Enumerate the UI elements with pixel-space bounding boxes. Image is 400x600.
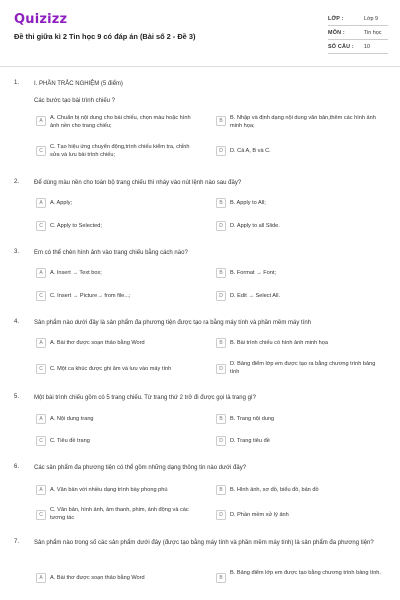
option-d-text: D. Trang tiêu đề [230,438,270,444]
option-d-letter[interactable]: D [216,364,226,374]
option-a-letter[interactable]: A [36,414,46,424]
question-number: 5. [14,394,20,400]
question-text: Để dùng màu nền cho toàn bộ trang chiếu thì nháy vào nút lệnh nào sau đây? [34,180,242,186]
option-d-letter[interactable]: D [216,436,226,446]
option-a-text: A. Chuẩn bị nội dung cho bài chiếu, chọn màu hoặc hình ảnh nền cho trang chiếu; [50,115,191,129]
option-a-text: A. Văn bản với nhiều dạng trình bày phong phú [50,487,168,493]
option-c-letter[interactable]: C [36,510,46,520]
meta-class-underline [328,25,388,26]
question-number: 4. [14,319,20,325]
option-b-letter[interactable]: B [216,198,226,208]
option-c-letter[interactable]: C [36,291,46,301]
option-a-letter[interactable]: A [36,268,46,278]
option-b-text: B. Bài trình chiếu có hình ảnh minh họa [230,340,328,346]
option-c-letter[interactable]: C [36,364,46,374]
section-heading: I. PHẦN TRẮC NGHIỆM (5 điểm) [34,81,123,87]
meta-subject-value: Tin học [364,30,382,36]
option-c-text: C. Apply to Selected; [50,223,102,229]
question-number: 2. [14,179,20,185]
worksheet-title: Đề thi giữa kì 2 Tin học 9 có đáp án (Bài số 2 - Đề 3) [14,32,196,41]
option-c-letter[interactable]: C [36,221,46,231]
option-a-letter[interactable]: A [36,573,46,583]
option-a-text: A. Nội dung trang [50,416,94,422]
question-text: Các bước tạo bài trình chiếu ? [34,98,115,104]
option-b-text: B. Hình ảnh, sơ đồ, biểu đồ, bản đồ [230,487,319,493]
question-text: Sản phẩm nào trong số các sản phẩm dưới đây (được tạo bằng máy tính và phần mềm máy tính) là sản phẩm đa phương tiện? [34,540,374,546]
option-a-text: A. Bài thơ được soạn thảo bằng Word [50,575,145,581]
meta-subject-underline [328,39,388,40]
meta-count-value: 10 [364,44,370,50]
option-b-letter[interactable]: B [216,338,226,348]
option-a-letter[interactable]: A [36,338,46,348]
question-number: 1. [14,80,20,86]
option-d-text: D. Edit → Select All. [230,293,281,299]
option-b-letter[interactable]: B [216,414,226,424]
option-c-letter[interactable]: C [36,146,46,156]
meta-class-label: LỚP : [328,16,344,22]
option-b-letter[interactable]: B [216,268,226,278]
option-c-text: C. Văn bản, hình ảnh, âm thanh, phim, ảnh động và các tương tác [50,507,189,521]
option-d-text: D. Bảng điểm lớp em được tạo ra bằng chương trình bảng tính [230,361,376,375]
question-text: Em có thể chèn hình ảnh vào trang chiếu bằng cách nào? [34,250,188,256]
meta-count-label: SỐ CÂU : [328,44,354,50]
option-b-text: B. Apply to All; [230,200,266,206]
question-text: Sản phẩm nào dưới đây là sản phẩm đa phương tiện được tạo ra bằng máy tính và phần mềm máy tính [34,320,312,326]
option-a-letter[interactable]: A [36,198,46,208]
option-a-text: A. Bài thơ được soạn thảo bằng Word [50,340,145,346]
question-text: Các sản phẩm đa phương tiện có thể gồm những dạng thông tin nào dưới đây? [34,465,247,471]
option-a-text: A. Insert → Text box; [50,270,102,276]
question-number: 6. [14,464,20,470]
meta-count-underline [328,53,388,54]
option-d-letter[interactable]: D [216,291,226,301]
header-divider [0,66,400,67]
option-b-letter[interactable]: B [216,116,226,126]
option-c-text: C. Một ca khúc được ghi âm và lưu vào máy tính [50,366,172,372]
option-d-letter[interactable]: D [216,221,226,231]
option-b-letter[interactable]: B [216,573,226,583]
option-b-letter[interactable]: B [216,485,226,495]
question-number: 3. [14,249,20,255]
option-b-text: B. Nhập và định dạng nội dung văn bản,thêm các hình ảnh minh họa; [230,115,376,129]
option-a-text: A. Apply; [50,200,73,206]
option-a-letter[interactable]: A [36,485,46,495]
option-d-text: D. Phần mềm xử lý ảnh [230,512,289,518]
option-b-text: B. Format → Font; [230,270,277,276]
question-text: Một bài trình chiếu gồm có 5 trang chiếu. Từ trang thứ 2 trở đi được gọi là trang gì? [34,395,256,401]
option-c-text: C. Tiêu đề trang [50,438,90,444]
option-d-text: D. Cả A, B và C. [230,148,271,154]
question-number: 7. [14,539,20,545]
meta-subject-label: MÔN : [328,30,345,36]
option-d-letter[interactable]: D [216,146,226,156]
meta-class-value: Lớp 9 [364,16,379,22]
option-a-letter[interactable]: A [36,116,46,126]
option-b-text: B. Bảng điểm lớp em được tạo bằng chương trình bảng tính. [230,570,381,576]
option-c-text: C. Insert → Picture→ from file...; [50,293,131,299]
option-d-text: D. Apply to all Slide. [230,223,280,229]
option-c-letter[interactable]: C [36,436,46,446]
option-c-text: C. Tạo hiệu ứng chuyển động,trình chiếu kiểm tra, chỉnh sửa và lưu bài trình chiếu; [50,144,190,158]
quizizz-logo: Quizizz [14,12,68,27]
option-b-text: B. Trang nội dung [230,416,275,422]
worksheet-header [0,0,400,62]
option-d-letter[interactable]: D [216,510,226,520]
